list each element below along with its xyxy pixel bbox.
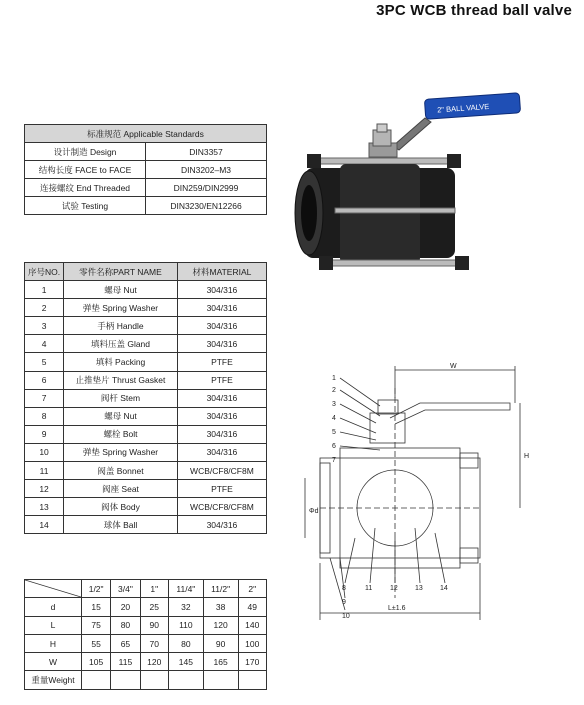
dim-value: 90 bbox=[203, 634, 238, 652]
dim-value: 105 bbox=[82, 653, 111, 671]
dim-row-label: H bbox=[25, 634, 82, 652]
table-row bbox=[25, 425, 267, 443]
parts-header-material: 材料MATERIAL bbox=[177, 263, 266, 281]
table-row bbox=[25, 443, 267, 461]
parts-cell-name: 螺母 Nut bbox=[64, 281, 178, 299]
size-header: 2" bbox=[238, 580, 266, 598]
size-header: 11/4" bbox=[168, 580, 203, 598]
parts-cell-no: 7 bbox=[25, 389, 64, 407]
table-row bbox=[25, 598, 267, 616]
parts-cell-name: 填料 Packing bbox=[64, 353, 178, 371]
handle-text: 2" BALL VALVE bbox=[436, 101, 490, 115]
dim-value bbox=[140, 671, 168, 689]
parts-cell-no: 5 bbox=[25, 353, 64, 371]
table-row bbox=[25, 335, 267, 353]
parts-cell-material: WCB/CF8/CF8M bbox=[177, 498, 266, 516]
parts-cell-material: 304/316 bbox=[177, 299, 266, 317]
dim-value bbox=[82, 671, 111, 689]
table-row: 连接螺纹 End Threaded DIN259/DIN2999 bbox=[25, 179, 267, 197]
dim-value: 170 bbox=[238, 653, 266, 671]
valve-photo bbox=[285, 88, 535, 303]
parts-cell-no: 13 bbox=[25, 498, 64, 516]
dim-value: 15 bbox=[82, 598, 111, 616]
table-row: 结构长度 FACE to FACE DIN3202–M3 bbox=[25, 161, 267, 179]
table-row bbox=[25, 634, 267, 652]
callout-6: 6 bbox=[332, 443, 336, 450]
dim-row-label: L bbox=[25, 616, 82, 634]
table-row bbox=[25, 480, 267, 498]
dim-value: 165 bbox=[203, 653, 238, 671]
dim-h-label: H bbox=[524, 453, 530, 460]
table-row bbox=[25, 389, 267, 407]
parts-cell-material: 304/316 bbox=[177, 407, 266, 425]
dim-value bbox=[111, 671, 140, 689]
parts-cell-material: 304/316 bbox=[177, 317, 266, 335]
parts-cell-name: 螺栓 Bolt bbox=[64, 425, 178, 443]
table-row bbox=[25, 653, 267, 671]
callout-9: 9 bbox=[342, 599, 346, 606]
dims-corner-cell bbox=[25, 580, 82, 598]
parts-cell-name: 螺母 Nut bbox=[64, 407, 178, 425]
callout-5: 5 bbox=[332, 429, 336, 436]
parts-cell-name: 止推垫片 Thrust Gasket bbox=[64, 371, 178, 389]
table-row bbox=[25, 281, 267, 299]
parts-cell-material: WCB/CF8/CF8M bbox=[177, 462, 266, 480]
dim-value: 110 bbox=[168, 616, 203, 634]
dim-d-label: Φd bbox=[309, 508, 319, 515]
callout-8: 8 bbox=[342, 585, 346, 592]
parts-cell-material: 304/316 bbox=[177, 389, 266, 407]
parts-cell-material: PTFE bbox=[177, 480, 266, 498]
parts-header-no: 序号NO. bbox=[25, 263, 64, 281]
dim-w-label: W bbox=[450, 363, 457, 370]
callout-7: 7 bbox=[332, 457, 336, 464]
dim-value: 20 bbox=[111, 598, 140, 616]
dim-value: 145 bbox=[168, 653, 203, 671]
table-row: 设计制造 Design DIN3357 bbox=[25, 143, 267, 161]
parts-cell-name: 阀盖 Bonnet bbox=[64, 462, 178, 480]
parts-cell-no: 10 bbox=[25, 443, 64, 461]
dim-value bbox=[203, 671, 238, 689]
table-row bbox=[25, 353, 267, 371]
parts-cell-no: 3 bbox=[25, 317, 64, 335]
parts-header-name: 零件名称PART NAME bbox=[64, 263, 178, 281]
parts-cell-material: 304/316 bbox=[177, 281, 266, 299]
callout-10: 10 bbox=[342, 613, 350, 620]
table-row bbox=[25, 498, 267, 516]
size-header: 3/4" bbox=[111, 580, 140, 598]
dim-l-label: L±1.6 bbox=[388, 605, 406, 612]
size-header: 11/2" bbox=[203, 580, 238, 598]
dim-value: 115 bbox=[111, 653, 140, 671]
standards-header: 标准规范 Applicable Standards bbox=[25, 125, 267, 143]
dim-row-label: 重量Weight bbox=[25, 671, 82, 689]
table-row bbox=[25, 299, 267, 317]
diagonal-line bbox=[25, 580, 81, 597]
size-header: 1" bbox=[140, 580, 168, 598]
parts-cell-material: 304/316 bbox=[177, 443, 266, 461]
parts-cell-no: 8 bbox=[25, 407, 64, 425]
table-row bbox=[25, 407, 267, 425]
dim-value: 38 bbox=[203, 598, 238, 616]
dim-value: 49 bbox=[238, 598, 266, 616]
callout-12: 12 bbox=[390, 585, 398, 592]
dim-value: 80 bbox=[111, 616, 140, 634]
parts-cell-no: 2 bbox=[25, 299, 64, 317]
table-row bbox=[25, 671, 267, 689]
dim-value: 120 bbox=[203, 616, 238, 634]
dimensions-table bbox=[24, 579, 267, 690]
table-row bbox=[25, 462, 267, 480]
parts-cell-name: 填料压盖 Gland bbox=[64, 335, 178, 353]
dim-value bbox=[238, 671, 266, 689]
parts-cell-no: 12 bbox=[25, 480, 64, 498]
dim-row-label: W bbox=[25, 653, 82, 671]
callout-13: 13 bbox=[415, 585, 423, 592]
parts-cell-material: 304/316 bbox=[177, 425, 266, 443]
dim-value: 75 bbox=[82, 616, 111, 634]
callout-1: 1 bbox=[332, 375, 336, 382]
dim-value: 25 bbox=[140, 598, 168, 616]
table-row bbox=[25, 516, 267, 534]
technical-drawing bbox=[300, 358, 580, 648]
dim-row-label: d bbox=[25, 598, 82, 616]
parts-cell-no: 9 bbox=[25, 425, 64, 443]
callout-4: 4 bbox=[332, 415, 336, 422]
callout-2: 2 bbox=[332, 387, 336, 394]
parts-cell-no: 1 bbox=[25, 281, 64, 299]
handle bbox=[393, 93, 521, 150]
parts-cell-name: 阀杆 Stem bbox=[64, 389, 178, 407]
parts-table bbox=[24, 262, 267, 534]
parts-cell-name: 弹垫 Spring Washer bbox=[64, 299, 178, 317]
parts-cell-material: 304/316 bbox=[177, 335, 266, 353]
parts-cell-name: 阀座 Seat bbox=[64, 480, 178, 498]
table-row bbox=[25, 317, 267, 335]
dim-value: 32 bbox=[168, 598, 203, 616]
callout-11: 11 bbox=[365, 585, 373, 592]
parts-cell-material: 304/316 bbox=[177, 516, 266, 534]
parts-cell-no: 6 bbox=[25, 371, 64, 389]
callout-14: 14 bbox=[440, 585, 448, 592]
parts-cell-no: 11 bbox=[25, 462, 64, 480]
standards-table bbox=[24, 124, 267, 215]
dim-value: 90 bbox=[140, 616, 168, 634]
parts-cell-no: 4 bbox=[25, 335, 64, 353]
dim-value bbox=[168, 671, 203, 689]
dim-value: 65 bbox=[111, 634, 140, 652]
dim-value: 55 bbox=[82, 634, 111, 652]
parts-cell-no: 14 bbox=[25, 516, 64, 534]
table-row bbox=[25, 371, 267, 389]
dim-value: 70 bbox=[140, 634, 168, 652]
table-row bbox=[25, 616, 267, 634]
parts-cell-name: 手柄 Handle bbox=[64, 317, 178, 335]
parts-cell-name: 球体 Ball bbox=[64, 516, 178, 534]
dim-value: 100 bbox=[238, 634, 266, 652]
callout-3: 3 bbox=[332, 401, 336, 408]
dim-value: 140 bbox=[238, 616, 266, 634]
table-row: 试验 Testing DIN3230/EN12266 bbox=[25, 197, 267, 215]
size-header: 1/2" bbox=[82, 580, 111, 598]
parts-cell-name: 弹垫 Spring Washer bbox=[64, 443, 178, 461]
dim-value: 120 bbox=[140, 653, 168, 671]
dim-value: 80 bbox=[168, 634, 203, 652]
parts-cell-material: PTFE bbox=[177, 371, 266, 389]
page-title: 3PC WCB thread ball valve bbox=[376, 2, 572, 19]
parts-cell-material: PTFE bbox=[177, 353, 266, 371]
parts-cell-name: 阀体 Body bbox=[64, 498, 178, 516]
